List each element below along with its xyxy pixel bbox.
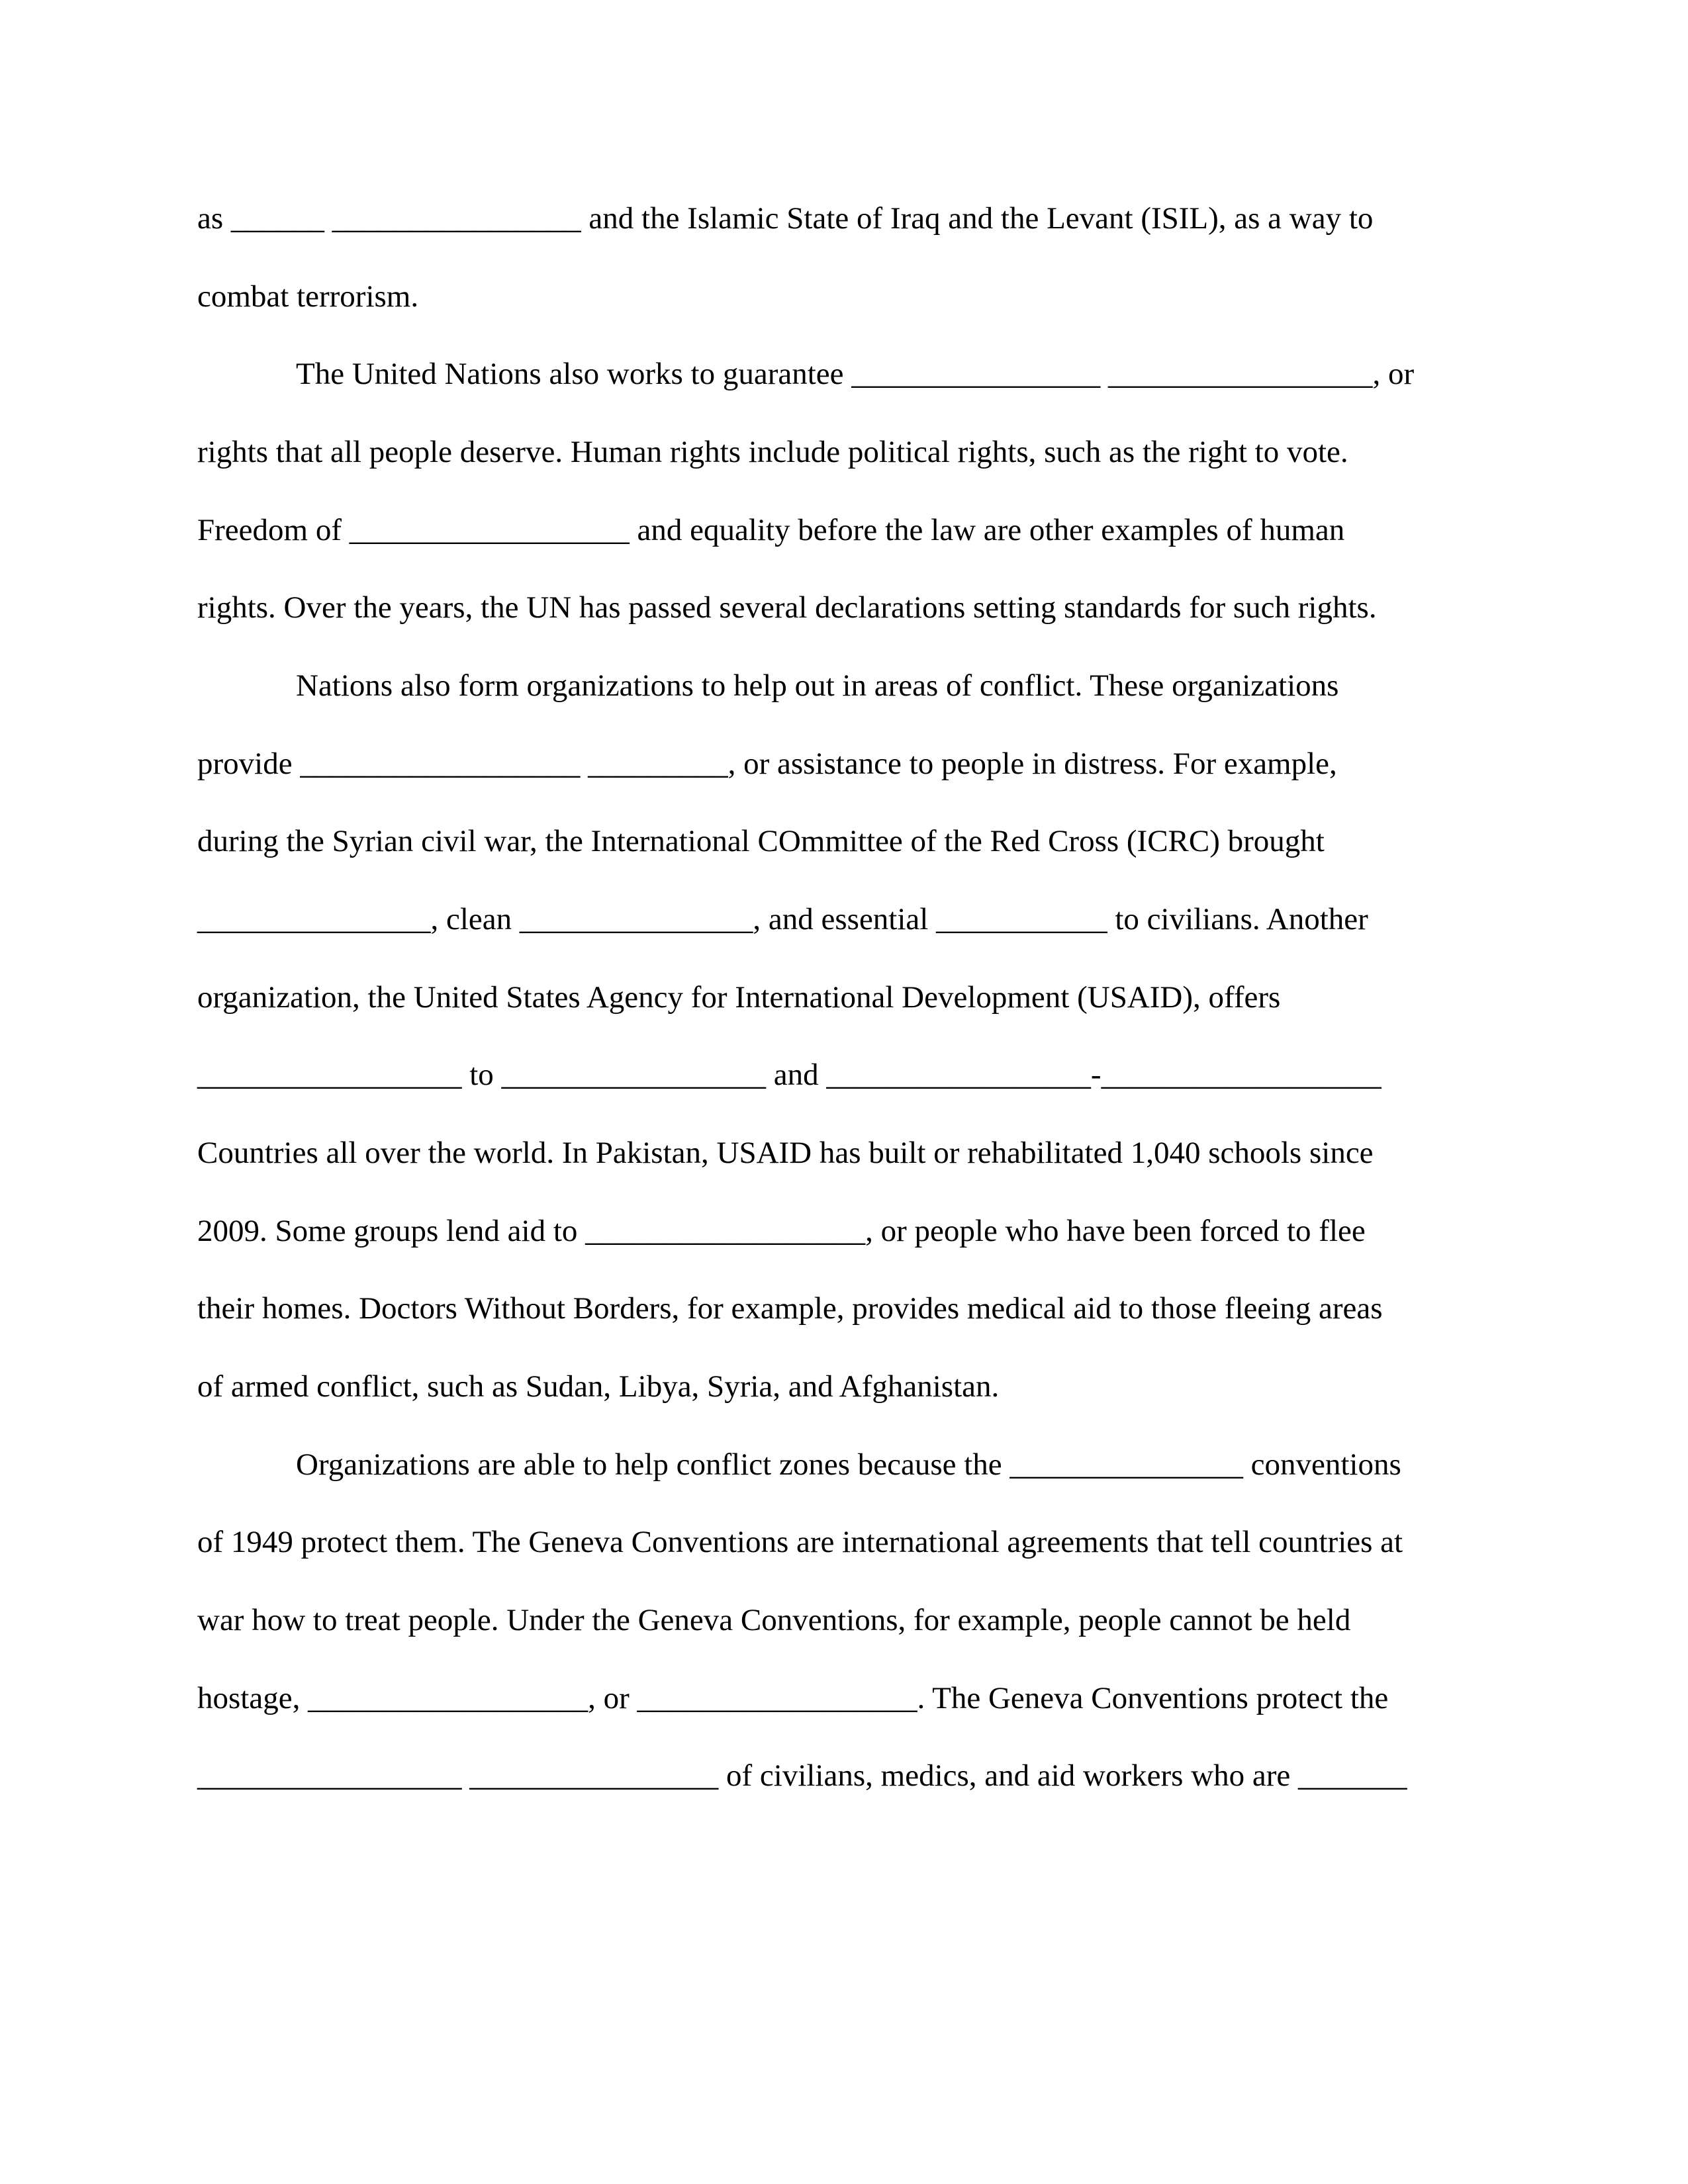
- text-line: hostage, __________________, or __________________. The Geneva Conventions protect the: [197, 1681, 1389, 1715]
- text-line: provide __________________ _________, or assistance to people in distress. For example,: [197, 747, 1337, 781]
- text-line: _________________ to _________________ and _________________-__________________: [197, 1058, 1382, 1092]
- text-line: of armed conflict, such as Sudan, Libya, Syria, and Afghanistan.: [197, 1369, 1000, 1404]
- text-line: during the Syrian civil war, the International COmmittee of the Red Cross (ICRC) brought: [197, 824, 1325, 858]
- text-line: 2009. Some groups lend aid to __________________, or people who have been forced to flee: [197, 1214, 1366, 1248]
- text-line: organization, the United States Agency for International Development (USAID), offers: [197, 980, 1281, 1015]
- paragraph-start-line: Nations also form organizations to help out in areas of conflict. These organizations: [296, 668, 1339, 703]
- text-line: their homes. Doctors Without Borders, for example, provides medical aid to those fleeing areas: [197, 1291, 1383, 1326]
- text-line: _______________, clean _______________, and essential ___________ to civilians. Another: [197, 902, 1368, 936]
- text-line: as ______ ________________ and the Islamic State of Iraq and the Levant (ISIL), as a way to: [197, 201, 1374, 236]
- paragraph-start-line: Organizations are able to help conflict zones because the _______________ conventions: [296, 1447, 1401, 1482]
- text-line: war how to treat people. Under the Geneva Conventions, for example, people cannot be held: [197, 1603, 1351, 1637]
- text-line: Freedom of __________________ and equality before the law are other examples of human: [197, 513, 1345, 547]
- text-line: combat terrorism.: [197, 279, 419, 314]
- text-line: _________________ ________________ of civilians, medics, and aid workers who are _______: [197, 1758, 1407, 1793]
- text-line: Countries all over the world. In Pakistan, USAID has built or rehabilitated 1,040 schools since: [197, 1136, 1374, 1170]
- text-line: rights. Over the years, the UN has passed several declarations setting standards for such rights.: [197, 590, 1377, 625]
- text-line: of 1949 protect them. The Geneva Conventions are international agreements that tell countries at: [197, 1525, 1403, 1559]
- paragraph-start-line: The United Nations also works to guarantee ________________ _________________, or: [296, 357, 1415, 391]
- text-line: rights that all people deserve. Human rights include political rights, such as the right to vote.: [197, 435, 1348, 469]
